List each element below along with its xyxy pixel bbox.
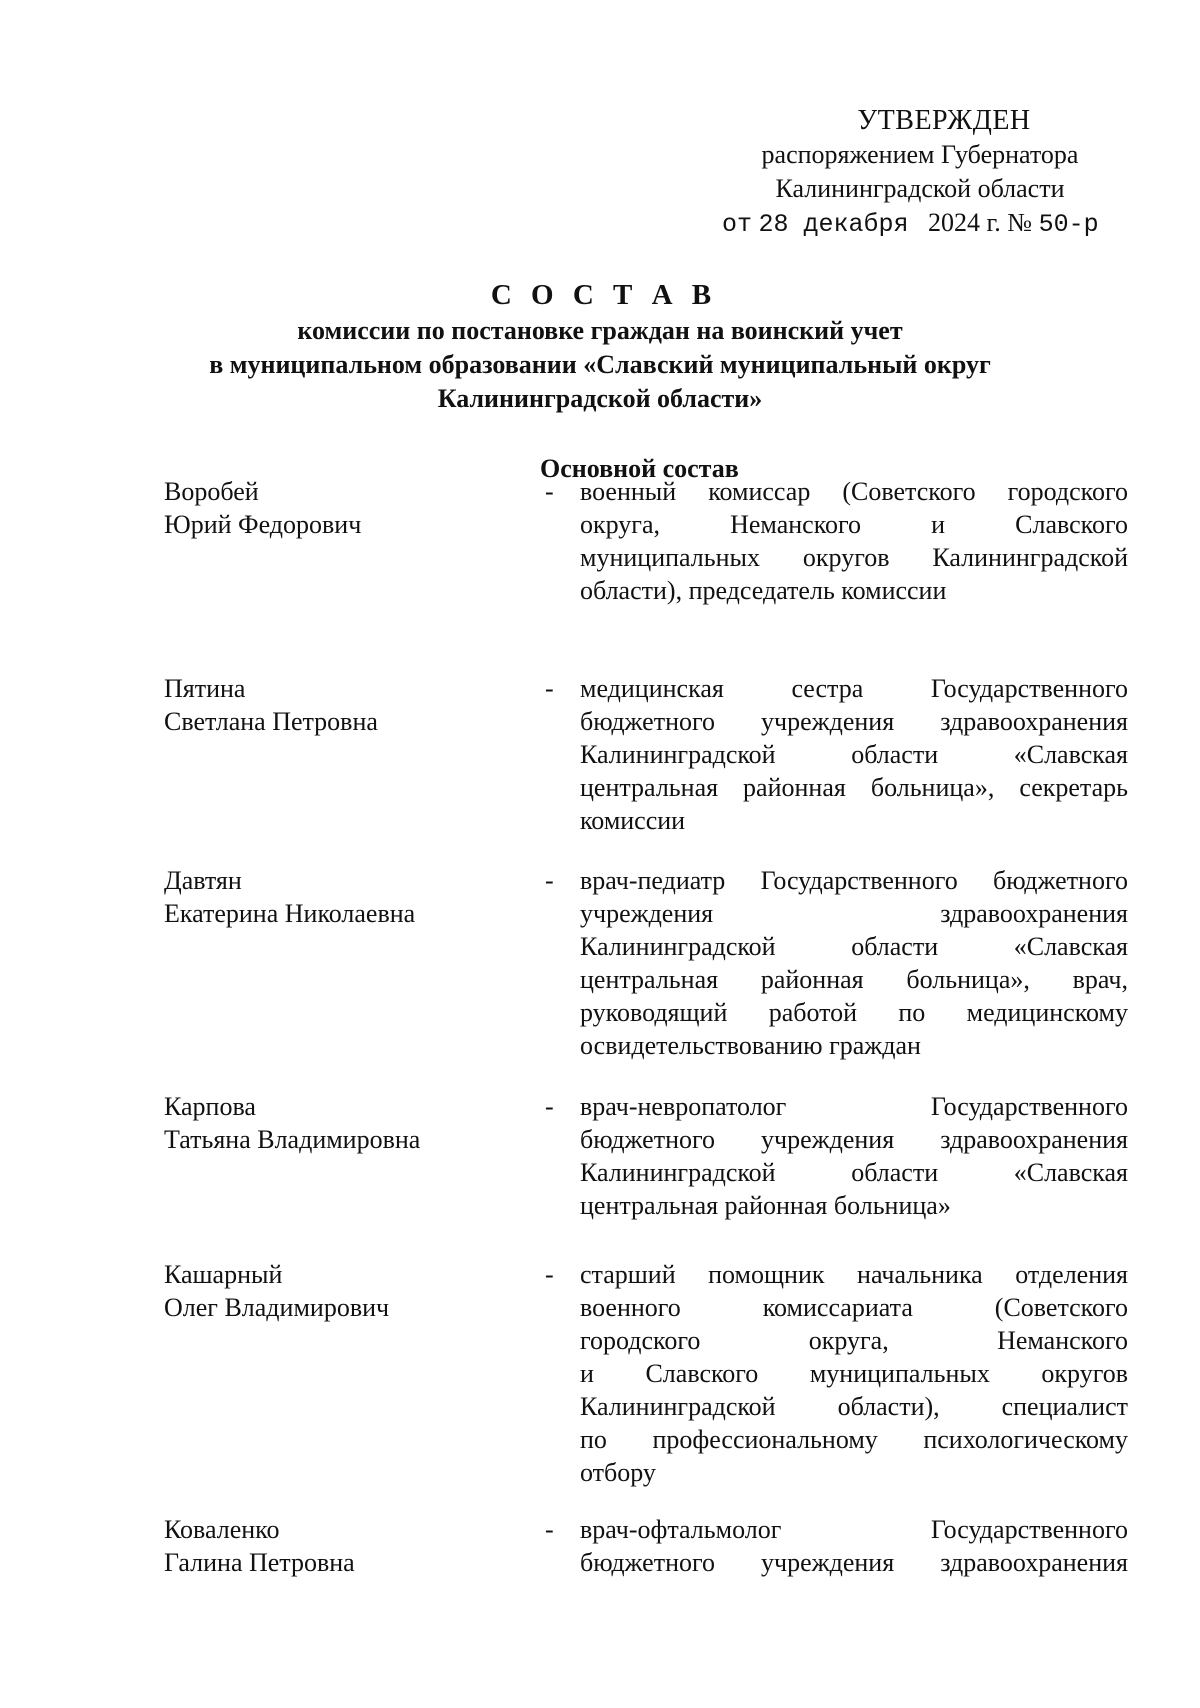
role-line: Калининградской области «Славская [580,740,1128,769]
role-line: комиссии [580,806,686,835]
dash-separator: - [545,674,554,703]
role-line: врач-невропатолог Государственного [580,1092,1128,1121]
member-role [580,1090,1128,1222]
year-number-label: 2024 г. № [928,208,1033,237]
member-surname: Пятина [164,674,246,703]
approval-line-2: Калининградской области [775,174,1065,203]
role-line: муниципальных округов Калининградской [580,543,1128,572]
role-line: бюджетного учреждения здравоохранения [580,707,1128,736]
member-given-name: Галина Петровна [164,1548,355,1577]
member-name [164,1258,524,1324]
role-line: центральная районная больница», врач, [580,965,1128,994]
member-role [580,672,1128,837]
member-given-name: Юрий Федорович [164,510,362,539]
role-line: центральная районная больница» [580,1191,951,1220]
role-line: военный комиссар (Советского городского [580,477,1128,506]
role-line: старший помощник начальника отделения [580,1260,1128,1289]
section-title: Основной состав [540,454,739,483]
member-surname: Коваленко [164,1515,280,1544]
document-subtitle-3: Калининградской области» [437,384,763,413]
dash-separator: - [545,477,554,506]
role-line: врач-офтальмолог Государственного [580,1515,1128,1544]
member-given-name: Светлана Петровна [164,707,378,736]
role-line: Калининградской области «Славская [580,1158,1128,1187]
member-role [580,864,1128,1062]
member-name [164,1090,524,1156]
approval-block [700,104,1140,242]
member-role [580,1258,1128,1489]
dash-separator: - [545,866,554,895]
role-line: Калининградской области «Славская [580,932,1128,961]
member-surname: Воробей [164,477,259,506]
date-prefix: от [722,210,753,239]
approval-line-1: распоряжением Губернатора [761,140,1079,169]
role-line: бюджетного учреждения здравоохранения [580,1125,1128,1154]
role-line: по профессиональному психологическому [580,1425,1128,1454]
member-role [580,475,1128,607]
document-subtitle-1: комиссии по постановке граждан на воинский учет [297,316,903,345]
dash-separator: - [545,1515,554,1544]
member-surname: Давтян [164,866,242,895]
date-value: 28 декабря [758,210,909,239]
member-name [164,1513,524,1579]
member-name [164,672,524,738]
role-line: округа, Неманского и Славского [580,510,1128,539]
document-number: 50-р [1038,210,1099,239]
role-line: бюджетного учреждения здравоохранения [580,1548,1128,1577]
dash-separator: - [545,1260,554,1289]
role-line: отбору [580,1458,656,1487]
role-line: учреждения здравоохранения [580,899,1128,928]
role-line: центральная районная больница», секретарь [580,773,1128,802]
role-line: медицинская сестра Государственного [580,674,1128,703]
role-line: и Славского муниципальных округов [580,1359,1128,1388]
member-name [164,475,524,541]
role-line: руководящий работой по медицинскому [580,998,1128,1027]
role-line: военного комиссариата (Советского [580,1293,1128,1322]
dash-separator: - [545,1092,554,1121]
approved-word: УТВЕРЖДЕН [857,105,1031,136]
member-given-name: Екатерина Николаевна [164,899,416,928]
role-line: врач-педиатр Государственного бюджетного [580,866,1128,895]
member-given-name: Татьяна Владимировна [164,1125,421,1154]
role-line: Калининградской области), специалист [580,1392,1128,1421]
member-given-name: Олег Владимирович [164,1293,390,1322]
document-subtitle-2: в муниципальном образовании «Славский муниципальный округ [209,350,991,379]
document-title-block [0,276,1200,416]
member-name [164,864,524,930]
approval-date-line [722,206,1140,242]
member-surname: Карпова [164,1092,256,1121]
document-title: С О С Т А В [490,279,718,311]
role-line: области), председатель комиссии [580,576,947,605]
member-surname: Кашарный [164,1260,283,1289]
member-role [580,1513,1128,1579]
role-line: освидетельствованию граждан [580,1031,921,1060]
role-line: городского округа, Неманского [580,1326,1128,1355]
